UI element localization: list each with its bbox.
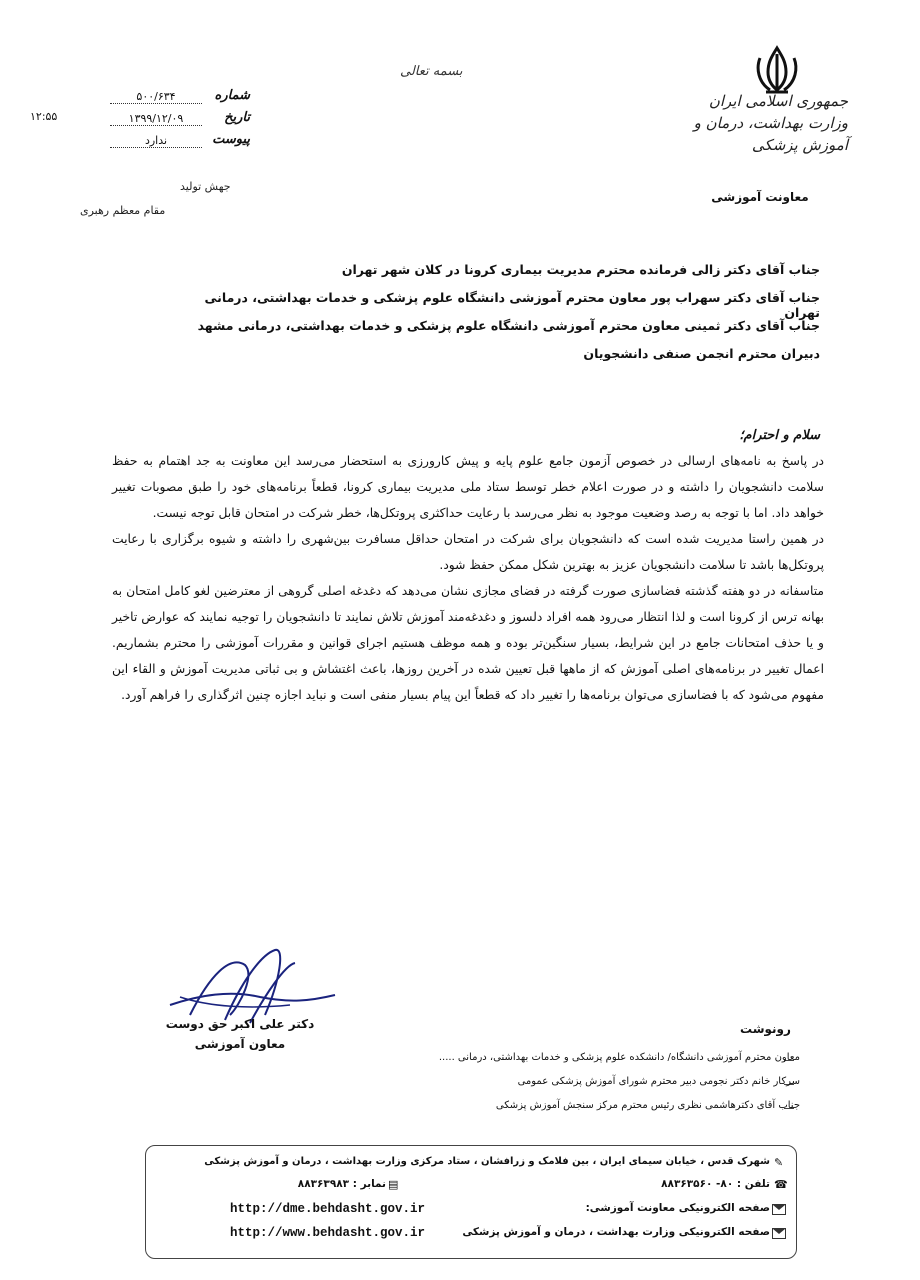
footer-web2-label: صفحه الکترونیکی وزارت بهداشت ، درمان و آموزش پزشکی (462, 1226, 770, 1238)
footer-box (145, 1145, 797, 1259)
footer-web1-url[interactable]: http://dme.behdasht.gov.ir (230, 1202, 426, 1216)
footer-fax: نمابر : ۸۸۳۶۳۹۸۳ (297, 1178, 386, 1190)
cc-item-3: جناب آقای دکترهاشمی نظری رئیس محترم مرکز سنجش آموزش پزشکی (495, 1100, 800, 1111)
signer-title: معاون آموزشی (194, 1037, 286, 1051)
ministry-name (688, 90, 848, 156)
fax-icon: ▤ (388, 1178, 399, 1191)
ministry-line-2: وزارت بهداشت، درمان و آموزش پزشکی (693, 114, 848, 154)
letter-date: تاریخ ۱۳۹۹/۱۲/۰۹ (110, 110, 250, 128)
cc-item-2: سرکار خانم دکتر نجومی دبیر محترم شورای آموزش پزشکی عمومی (517, 1076, 800, 1087)
footer-web2-url[interactable]: http://www.behdasht.gov.ir (230, 1226, 426, 1240)
phone-icon: ☎ (774, 1178, 788, 1191)
slogan-note: جهش تولید (180, 180, 231, 193)
salutation: سلام و احترام؛ (739, 428, 820, 443)
footer-phone: تلفن : ۸۰- ۸۸۳۶۳۵۶۰ (661, 1178, 770, 1190)
deputy-title: معاونت آموزشی (711, 190, 809, 204)
signer-block (160, 1014, 320, 1054)
ministry-line-1: جمهوری اسلامی ایران (708, 92, 848, 110)
body-paragraph-2: در همین راستا مدیریت شده است که دانشجویان برای شرکت در امتحان حداقل مسافرت بین‌شهری را داشته و شیوه برگزاری با رعایت پروتکل‌ها باشد تا سلامت دانشجویان عزیز به بهترین شکل ممکن حفظ شود. (112, 532, 824, 572)
cc-item-1: معاون محترم آموزشی دانشگاه/ دانشکده علوم پزشکی و خدمات بهداشتی، درمانی ..... (438, 1052, 800, 1063)
slogan-attribution: مقام معظم رهبری (80, 204, 166, 217)
basmala: بسمه تعالی (400, 64, 463, 79)
letter-attachment: پیوست ندارد (110, 132, 250, 150)
addressee-3: جناب آقای دکتر ثمینی معاون محترم آموزشی دانشگاه علوم پزشکی و خدمات بهداشتی، درمانی مشهد (197, 318, 820, 333)
addressee-4: دبیران محترم انجمن صنفی دانشجویان (583, 346, 820, 361)
footer-web1-label: صفحه الکترونیکی معاونت آموزشی: (585, 1202, 770, 1214)
mail-icon (772, 1204, 786, 1215)
addressee-2: جناب آقای دکتر سهراب پور معاون محترم آموزشی دانشگاه علوم پزشکی و خدمات بهداشتی، درمانی تهران (204, 290, 820, 320)
footer-address: شهرک قدس ، خیابان سیمای ایران ، بین فلامک و زرافشان ، ستاد مرکزی وزارت بهداشت ، درمان و آموزش پزشکی (204, 1156, 770, 1167)
cc-title: رونوشت (740, 1022, 791, 1036)
iran-emblem-icon (752, 44, 802, 96)
letter-number: شماره ۵۰۰/۶۳۴ (110, 88, 250, 106)
time-stamp: ۱۲:۵۵ (30, 110, 58, 123)
letter-body (112, 448, 824, 708)
body-paragraph-1: در پاسخ به نامه‌های ارسالی در خصوص آزمون جامع علوم پایه و پیش کارورزی به استحضار می‌رسد این معاونت به جد اهتمام به حفظ سلامت دانشجویان را داشته و در صورت اعلام خطر توسط ستاد ملی مدیریت بیماری کرونا، قطعاً برنامه‌های خود را طبق مصوبات تغییر خواهد داد. اما با توجه به رصد وضعیت موجود به نظر می‌رسد با رعایت حداکثری پروتکل‌ها، خطر شرکت در امتحان قابل توجه نیست. (112, 454, 824, 520)
addressee-1: جناب آقای دکتر زالی فرمانده محترم مدیریت بیماری کرونا در کلان شهر تهران (341, 262, 820, 277)
mail-icon (772, 1228, 786, 1239)
body-paragraph-3: متاسفانه در دو هفته گذشته فضاسازی صورت گرفته در فضای مجازی نشان می‌دهد که دغدغه اصلی گروهی از معترضین لغو کامل امتحان به بهانه ترس از کرونا است و لذا انتظار می‌رود همه افراد دلسوز و دغدغه‌مند آموزش تلاش نمایند تا دانشجویان را توجیه نمایند که عوارض تاخیر و یا حذف امتحانات جامع در این شرایط، بسیار سنگین‌تر بوده و همه موظف هستیم اجرای قوانین و مقررات آموزشی را محترم بشماریم. اعمال تغییر در برنامه‌های اصلی آموزش که از ماهها قبل تعیین شده در آخرین روزها، باعث اغتشاش و بی ثباتی مدیریت آموزش و القاء این مفهوم می‌شود که با فضاسازی می‌توان برنامه‌ها را تغییر داد که قطعاً این پیام بسیار منفی است و نباید اجازه چنین اثرگذاری را فراهم آورد. (112, 584, 824, 702)
signer-name: دکتر علی اکبر حق دوست (165, 1017, 315, 1031)
location-icon: ✎ (774, 1156, 784, 1169)
